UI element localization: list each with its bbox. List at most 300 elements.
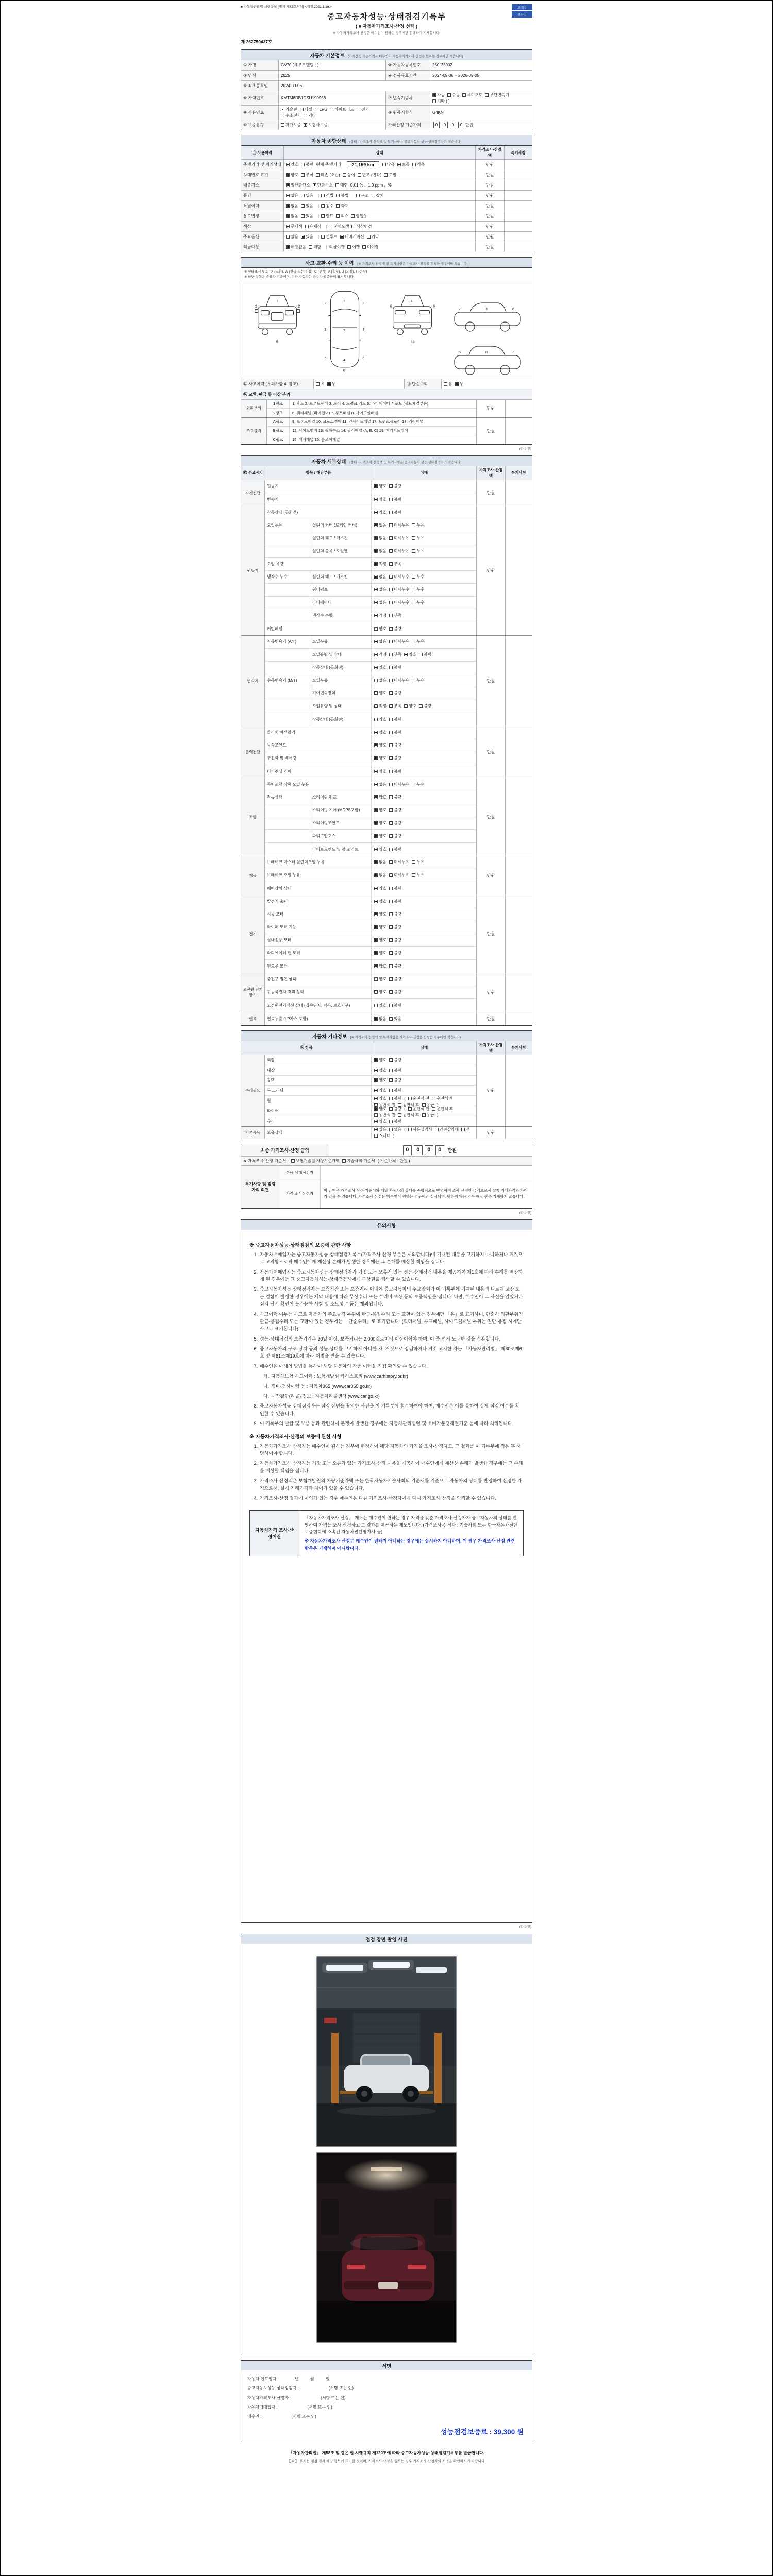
overall-state-row bbox=[241, 191, 532, 201]
device-subitem bbox=[310, 636, 372, 648]
checkbox-option bbox=[327, 381, 336, 387]
checkbox-unchecked-icon bbox=[301, 204, 305, 208]
checkbox-label: 누유 bbox=[416, 639, 425, 645]
checkbox-label: 상이 bbox=[347, 173, 355, 177]
checkbox-label: 불량 bbox=[394, 886, 402, 891]
device-row bbox=[265, 778, 476, 791]
checkbox-label: 불량 bbox=[394, 665, 402, 670]
checkbox-option bbox=[389, 652, 401, 657]
svg-text:2: 2 bbox=[362, 302, 364, 306]
label-text: ⑦ 변속기종류 bbox=[388, 96, 413, 100]
signature-line: 자동차 인도일자 : 년 월 일 bbox=[247, 2376, 330, 2381]
checkbox-option bbox=[432, 1106, 453, 1112]
inspection-photos bbox=[241, 1944, 532, 2355]
price-cell bbox=[475, 180, 504, 190]
item-text: 라디에이터 팬 모터 bbox=[267, 951, 300, 956]
device-row bbox=[265, 597, 476, 609]
checkbox-label: 운전석 전 bbox=[412, 1096, 430, 1101]
device-row bbox=[265, 1096, 476, 1106]
checkbox-option bbox=[374, 717, 386, 722]
device-item bbox=[265, 908, 372, 921]
checkbox-unchecked-icon bbox=[389, 848, 393, 851]
notice-text: 성능·상태점검의 보증기간은 30일 이상, 보증거리는 2,000킬로미터 이상이어야 하며, 이 중 먼저 도래한 것을 적용합니다. bbox=[260, 1336, 500, 1342]
damage-rank-group bbox=[241, 418, 532, 444]
checkbox-label: 양호 bbox=[291, 173, 299, 177]
item-text: 연료누출 (LP가스 포함) bbox=[267, 1016, 308, 1021]
checkbox-checked-icon bbox=[374, 900, 378, 903]
detail-table-header-row bbox=[241, 466, 532, 480]
inline-text: 만원 bbox=[465, 123, 474, 127]
inspection-fee: 성능점검보증료 : 39,300 원 bbox=[440, 2428, 524, 2436]
checkbox-option bbox=[389, 600, 409, 605]
svg-text:18: 18 bbox=[410, 340, 415, 344]
svg-text:2: 2 bbox=[512, 351, 514, 355]
checkbox-label: 불법 bbox=[341, 193, 349, 198]
checkbox-label: 양호 bbox=[379, 795, 387, 800]
checkbox-label: 유 bbox=[321, 381, 325, 386]
device-row bbox=[265, 674, 476, 687]
value-box: 21,159 km bbox=[347, 161, 379, 168]
checkbox-option bbox=[367, 234, 379, 240]
svg-text:6: 6 bbox=[390, 305, 392, 309]
label-text: 튜닝 bbox=[243, 193, 251, 198]
checkbox-unchecked-icon bbox=[336, 194, 340, 197]
checkbox-checked-icon bbox=[374, 1107, 378, 1111]
overall-state-row bbox=[241, 170, 532, 180]
device-rows bbox=[265, 636, 476, 726]
checkbox-option bbox=[374, 677, 386, 683]
checkbox-label: 없음 bbox=[379, 536, 387, 541]
svg-text:3: 3 bbox=[324, 328, 326, 332]
checkbox-checked-icon bbox=[374, 1097, 378, 1100]
subitem-text: 실린더 헤드 / 개스킷 bbox=[312, 536, 348, 541]
checkbox-option bbox=[389, 613, 401, 618]
field-label bbox=[241, 91, 278, 105]
device-item bbox=[265, 519, 310, 532]
device-subitem bbox=[310, 817, 372, 829]
checkbox-label: 누유 bbox=[416, 523, 425, 528]
item-state bbox=[283, 222, 475, 231]
notice-number: 5. bbox=[254, 1336, 258, 1342]
field-label bbox=[385, 91, 430, 105]
checkbox-checked-icon bbox=[374, 1128, 378, 1131]
checkbox-option bbox=[374, 1133, 391, 1139]
value-text: 2025 bbox=[281, 73, 290, 78]
divider: | bbox=[318, 204, 320, 208]
checkbox-label: 양호 bbox=[379, 1096, 387, 1101]
checkbox-checked-icon bbox=[374, 964, 378, 968]
checkbox-unchecked-icon bbox=[389, 523, 393, 527]
checkbox-option bbox=[374, 833, 386, 839]
label-text: ⑥ 차대번호 bbox=[243, 96, 264, 100]
checkbox-option bbox=[374, 548, 386, 554]
inline-text: 0.01 % , bbox=[350, 183, 366, 188]
checkbox-unchecked-icon bbox=[389, 938, 393, 942]
subitem-text: 스티어링 기어 (MDPS포함) bbox=[312, 808, 360, 813]
checkbox-label: 운전석 전 bbox=[412, 1107, 430, 1112]
rank-label bbox=[267, 418, 290, 426]
checkbox-label: 적법 bbox=[326, 193, 334, 198]
checkbox-checked-icon bbox=[374, 536, 378, 540]
rank-row bbox=[267, 409, 476, 417]
checkbox-label: 기타 bbox=[371, 234, 379, 239]
device-state bbox=[372, 830, 476, 842]
price-unit: 만원 bbox=[486, 406, 495, 411]
group-label: 외판부위 bbox=[246, 406, 261, 411]
checkbox-checked-icon bbox=[374, 848, 378, 851]
price-unit: 만원 bbox=[486, 678, 495, 683]
checkbox-option bbox=[389, 742, 401, 748]
footer-note: 【 V 】 표시는 점검 결과 해당 항목에 표기한 것이며, 가격조사·산정을 원하는 경우 가격조사·산정자의 서명을 확인하시기 바랍니다. bbox=[287, 2459, 486, 2463]
notice-text: 자동차보험 사고이력 : 보험개발원 카히스토리 (www.carhistory.or.kr) bbox=[271, 1374, 409, 1379]
checkbox-unchecked-icon bbox=[389, 562, 393, 566]
device-item bbox=[265, 674, 310, 687]
checkbox-label: 양호 bbox=[379, 846, 387, 852]
checkbox-option bbox=[389, 963, 401, 969]
device-row bbox=[265, 752, 476, 765]
checkbox-unchecked-icon bbox=[389, 1120, 393, 1123]
checkbox-label: 양호 bbox=[379, 1107, 387, 1112]
item-text: 오일누유 bbox=[267, 523, 283, 528]
device-group bbox=[241, 726, 532, 778]
digit-box: 0 bbox=[458, 122, 464, 128]
note-cell bbox=[505, 1012, 532, 1025]
price-cell bbox=[476, 1055, 505, 1126]
checkbox-label: 누유 bbox=[416, 860, 425, 865]
column-header-usage-history: ⑪ 사용이력 bbox=[241, 146, 283, 159]
device-group-name bbox=[241, 856, 265, 895]
checkbox-label: 불량 bbox=[394, 808, 402, 813]
device-state bbox=[372, 584, 476, 596]
section-photos-header bbox=[241, 1934, 532, 1944]
checkbox-unchecked-icon bbox=[389, 925, 393, 929]
checkbox-unchecked-icon bbox=[321, 194, 325, 197]
checkbox-unchecked-icon bbox=[389, 964, 393, 968]
checkbox-option bbox=[374, 1057, 386, 1063]
item-text: 고전원전기배선 상태 (접속단자, 피복, 보호기구) bbox=[267, 1003, 350, 1008]
device-row bbox=[265, 739, 476, 752]
item-text: 오일 유량 bbox=[267, 562, 284, 567]
inline-text: ) bbox=[436, 1103, 439, 1108]
checkbox-option bbox=[389, 1106, 401, 1112]
checkbox-option bbox=[301, 162, 313, 167]
item-text: 시동 모터 bbox=[267, 912, 284, 917]
checkbox-unchecked-icon bbox=[389, 575, 393, 579]
checkbox-unchecked-icon bbox=[374, 691, 378, 695]
checkbox-option bbox=[374, 587, 386, 592]
item-label bbox=[241, 232, 283, 242]
device-row bbox=[265, 1127, 476, 1139]
field-label bbox=[385, 71, 430, 80]
digit-box: 0 bbox=[403, 1145, 412, 1155]
field-value bbox=[278, 91, 385, 105]
price-unit: 만원 bbox=[486, 750, 495, 755]
checkbox-option bbox=[374, 665, 386, 670]
checkbox-unchecked-icon bbox=[389, 795, 393, 799]
svg-text:1: 1 bbox=[276, 300, 278, 304]
device-state bbox=[372, 1076, 476, 1086]
device-state bbox=[372, 687, 476, 700]
checkbox-option bbox=[408, 1127, 432, 1132]
checkbox-option bbox=[374, 976, 386, 982]
item-label bbox=[241, 160, 283, 170]
section-other-info-header bbox=[241, 1030, 532, 1041]
device-item bbox=[265, 830, 310, 842]
checkbox-option bbox=[286, 213, 298, 219]
item-state bbox=[283, 211, 475, 221]
rank-row bbox=[267, 435, 476, 444]
checkbox-checked-icon bbox=[374, 938, 378, 942]
notice-text: 가격조사·산정액은 보험개발원의 차량기준가액 또는 한국자동차기술사회의 기준서를 기준으로 자동차의 상태를 반영하여 산정한 가격으로서, 실제 거래가격과 차이가 있을 수 있습니다. bbox=[260, 1478, 522, 1491]
checkbox-option bbox=[389, 924, 401, 930]
checkbox-unchecked-icon bbox=[357, 108, 360, 111]
item-text: 외장 bbox=[267, 1057, 275, 1062]
checkbox-option bbox=[389, 950, 401, 956]
price-unit: 만원 bbox=[486, 990, 495, 995]
section-basic-info-header bbox=[241, 49, 532, 60]
checkbox-label: 불량 bbox=[394, 899, 402, 904]
checkbox-unchecked-icon bbox=[404, 704, 408, 708]
notice-item bbox=[261, 1383, 524, 1390]
damage-rank-groups bbox=[241, 400, 532, 444]
price-unit: 만원 bbox=[486, 568, 495, 573]
checkbox-checked-icon bbox=[374, 484, 378, 488]
checkbox-checked-icon bbox=[374, 1069, 378, 1072]
checkbox-label: 양호 bbox=[379, 497, 387, 502]
checkbox-checked-icon bbox=[374, 511, 378, 514]
basic-info-row bbox=[241, 120, 532, 130]
checkbox-option bbox=[412, 639, 424, 645]
device-item bbox=[265, 493, 372, 506]
checkbox-unchecked-icon bbox=[432, 1097, 435, 1100]
checkbox-label: 해당없음 bbox=[291, 245, 307, 249]
checkbox-checked-icon bbox=[374, 575, 378, 579]
rank-items-text: 9. 프론트패널 10. 크로스멤버 11. 인사이드패널 17. 트렁크플로어 18. 리어패널 bbox=[292, 419, 424, 425]
checkbox-option bbox=[389, 730, 401, 735]
svg-text:3: 3 bbox=[362, 328, 364, 332]
subitem-text: 스티어링 펌프 bbox=[312, 795, 337, 800]
price-cell bbox=[476, 726, 505, 778]
price-unit-label: 만원 bbox=[447, 1147, 457, 1153]
checkbox-option bbox=[374, 963, 386, 969]
checkbox-option bbox=[374, 755, 386, 761]
device-rows bbox=[265, 856, 476, 895]
label-text: ⑧ 사용연료 bbox=[243, 110, 264, 115]
price-unit: 만원 bbox=[485, 193, 494, 198]
checkbox-unchecked-icon bbox=[336, 204, 340, 208]
label-text: 차대번호 표기 bbox=[243, 173, 268, 177]
item-state bbox=[283, 201, 475, 211]
other-info-table bbox=[241, 1041, 532, 1139]
checkbox-option bbox=[335, 182, 348, 188]
checkbox-option bbox=[389, 574, 409, 580]
checkbox-option bbox=[374, 846, 386, 852]
digit-box: 0 bbox=[442, 122, 448, 128]
section-title: 사고·교환·수리 등 이력 bbox=[305, 261, 354, 266]
next-page-marker: (다음장) bbox=[519, 1925, 531, 1929]
checkbox-checked-icon bbox=[286, 204, 290, 208]
notice-text: 제작결함(리콜) 정보 : 자동차리콜센터 (www.car.go.kr) bbox=[271, 1394, 380, 1399]
field-value bbox=[278, 120, 385, 130]
checkbox-unchecked-icon bbox=[389, 640, 393, 643]
device-subitem bbox=[310, 804, 372, 817]
device-group bbox=[241, 1055, 532, 1127]
device-state bbox=[372, 519, 476, 532]
checkbox-label: 썬루프 bbox=[326, 234, 338, 239]
section-title: 자동차 세부상태 bbox=[311, 459, 346, 465]
checkbox-option bbox=[374, 782, 386, 787]
notice-text: 자동차매매업자는 중고자동차성능·상태점검기록부(가격조사·산정 부분은 제외합니다)에 기재된 내용을 고지하지 아니하거나 거짓으로 고지함으로써 매수인에게 재산상 손해가 발생한 경우에는 그 손해를 배상할 책임을 집니다. bbox=[260, 1251, 523, 1265]
notice-item bbox=[249, 1443, 524, 1458]
checkbox-unchecked-icon bbox=[408, 1097, 412, 1100]
svg-text:5: 5 bbox=[276, 340, 278, 344]
digit-box: 0 bbox=[435, 1145, 444, 1155]
checkbox-option bbox=[408, 1106, 429, 1112]
checkbox-unchecked-icon bbox=[374, 977, 378, 981]
group-label: 기본품목 bbox=[245, 1130, 260, 1135]
checkbox-option bbox=[389, 703, 401, 709]
checkbox-option bbox=[389, 1067, 401, 1073]
checkbox-checked-icon bbox=[374, 1120, 378, 1123]
checkbox-option bbox=[286, 193, 298, 198]
inline-text: ) bbox=[436, 1113, 439, 1118]
checkbox-unchecked-icon bbox=[372, 194, 375, 197]
inspection-photo-garage bbox=[316, 2152, 457, 2343]
checkbox-label: 양호 bbox=[379, 808, 387, 813]
checkbox-checked-icon bbox=[286, 214, 290, 218]
checkbox-label: 불량 bbox=[306, 162, 314, 167]
device-item bbox=[265, 1012, 372, 1025]
checkbox-unchecked-icon bbox=[389, 691, 393, 695]
basic-info-row bbox=[241, 106, 532, 120]
checkbox-label: 없음 bbox=[291, 234, 299, 239]
device-row bbox=[265, 584, 476, 597]
device-state bbox=[372, 662, 476, 674]
checkbox-unchecked-icon bbox=[389, 990, 393, 994]
checkbox-label: 미세누유 bbox=[394, 873, 410, 878]
checkbox-label: 불량 bbox=[394, 1088, 402, 1093]
item-text: 작동상태 bbox=[267, 795, 283, 800]
device-rows bbox=[265, 778, 476, 856]
checkbox-unchecked-icon bbox=[412, 640, 415, 643]
notice-number: 1. bbox=[254, 1443, 258, 1449]
device-subitem bbox=[310, 713, 372, 726]
checkbox-label: 양호 bbox=[379, 717, 387, 722]
copy-badge-customer: 고객용 bbox=[512, 4, 532, 10]
subitem-text: 스티어링조인트 bbox=[312, 821, 340, 826]
checkbox-label: 부족 bbox=[394, 613, 402, 618]
checkbox-label: 양호 bbox=[379, 665, 387, 670]
checkbox-label: 양호 bbox=[379, 821, 387, 826]
checkbox-option bbox=[404, 652, 416, 657]
item-state bbox=[283, 180, 475, 190]
checkbox-option bbox=[389, 846, 401, 852]
checkbox-option bbox=[342, 1158, 375, 1164]
overall-table-header-row bbox=[241, 146, 532, 160]
checkbox-unchecked-icon bbox=[389, 666, 393, 669]
checkbox-option bbox=[374, 872, 386, 878]
device-row bbox=[265, 480, 476, 493]
checkbox-unchecked-icon bbox=[335, 183, 339, 187]
notice-number: 2. bbox=[254, 1461, 258, 1466]
device-state bbox=[372, 856, 476, 869]
checkbox-label: LPG bbox=[319, 107, 328, 112]
device-row bbox=[265, 921, 476, 934]
label-text: ⑨ 원동기형식 bbox=[388, 110, 413, 115]
device-item bbox=[265, 1086, 372, 1095]
checkbox-unchecked-icon bbox=[419, 704, 423, 708]
final-price-amount bbox=[329, 1144, 532, 1156]
device-group bbox=[241, 480, 532, 506]
checkbox-unchecked-icon bbox=[444, 382, 447, 386]
device-state bbox=[372, 752, 476, 765]
notices-list-1 bbox=[249, 1251, 524, 1428]
checkbox-option bbox=[419, 652, 431, 657]
checkbox-label: 양호 bbox=[379, 769, 387, 774]
checkbox-label: 불량 bbox=[394, 795, 402, 800]
checkbox-option bbox=[389, 976, 401, 982]
section-title: 자동차 기본정보 bbox=[310, 53, 345, 59]
device-row bbox=[265, 1055, 476, 1065]
checkbox-unchecked-icon bbox=[374, 990, 378, 994]
device-row bbox=[265, 493, 476, 506]
detail-device-groups bbox=[241, 480, 532, 1025]
device-item bbox=[265, 856, 372, 869]
group-label: 원동기 bbox=[247, 568, 259, 573]
checkbox-option bbox=[351, 213, 367, 219]
device-state bbox=[372, 622, 476, 635]
info-box-highlight: ※ 자동차가격조사·산정은 매수인이 원하지 아니하는 경우에는 실시하지 아니하며, 이 경우 가격조사·산정 관련 항목은 기재하지 아니합니다. bbox=[305, 1538, 515, 1551]
overall-rows bbox=[241, 160, 532, 252]
section-notices-header bbox=[241, 1219, 532, 1230]
item-state bbox=[283, 160, 475, 170]
checkbox-label: 불량 bbox=[394, 756, 402, 761]
notice-item bbox=[249, 1335, 524, 1343]
checkbox-option bbox=[435, 1127, 459, 1132]
item-label bbox=[241, 211, 283, 221]
notice-item bbox=[249, 1495, 524, 1502]
digit-box: 0 bbox=[425, 1145, 433, 1155]
item-text: 내장 bbox=[267, 1067, 275, 1073]
group-label: 조향 bbox=[249, 815, 257, 820]
checkbox-option bbox=[389, 782, 409, 787]
checkbox-option bbox=[397, 162, 410, 167]
device-rows bbox=[265, 1012, 476, 1025]
checkbox-option bbox=[419, 703, 431, 709]
device-item bbox=[265, 843, 310, 856]
checkbox-option bbox=[374, 561, 386, 567]
basic-info-row bbox=[241, 60, 532, 71]
checkbox-checked-icon bbox=[374, 640, 378, 643]
checkbox-option bbox=[389, 794, 401, 800]
checkbox-option bbox=[389, 639, 409, 645]
price-cell bbox=[476, 418, 505, 444]
notice-text: 중고자동차성능·상태점검자는 보증기간 또는 보증거리 이내에 중고자동차의 주요장치가 이 기록부에 기재된 내용과 다르게 고장 또는 결함이 발생한 경우에는 계약 내용에 따라 무상수리 또는 수리비 보상 등의 보증책임을 집니다. 다만, 매수인이 그 사실을 알았거나 점검 당시 확인이 불가능한 사항 및 소모성 부품은 제외됩니다. bbox=[260, 1286, 523, 1307]
checkbox-label: 양호 bbox=[379, 484, 387, 489]
checkbox-label: 불량 bbox=[394, 1107, 402, 1112]
checkbox-label: 없음 bbox=[379, 574, 387, 580]
checkbox-unchecked-icon bbox=[435, 1128, 439, 1131]
checkbox-option bbox=[340, 234, 364, 240]
device-item bbox=[265, 947, 372, 959]
divider: | bbox=[326, 224, 327, 229]
checkbox-unchecked-icon bbox=[389, 743, 393, 747]
checkbox-label: 불량 bbox=[394, 990, 402, 995]
device-row bbox=[265, 791, 476, 804]
basic-info-row bbox=[241, 71, 532, 81]
checkbox-checked-icon bbox=[374, 887, 378, 890]
device-state bbox=[372, 713, 476, 726]
